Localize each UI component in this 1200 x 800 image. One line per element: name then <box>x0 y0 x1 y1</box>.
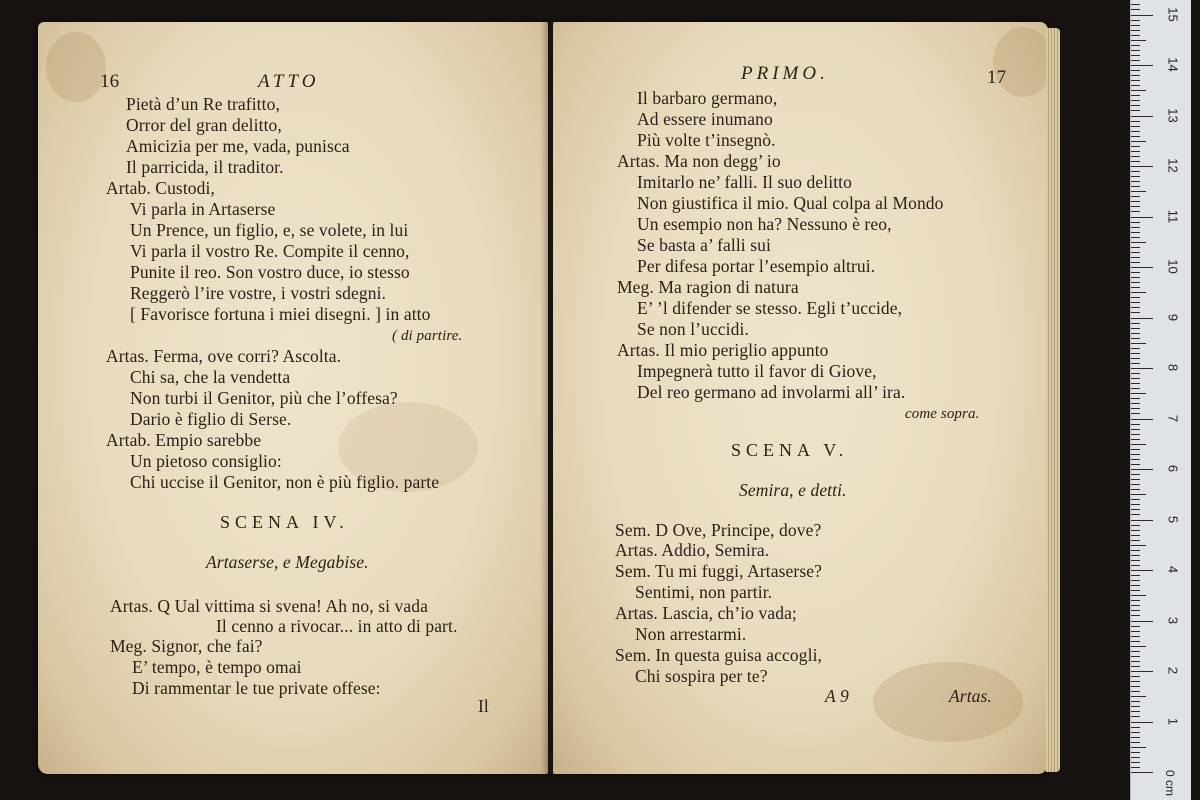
ruler-tick <box>1131 621 1153 622</box>
speech-line: Sem. D Ove, Principe, dove? <box>615 520 822 540</box>
ruler-number: 6 <box>1165 464 1181 473</box>
ruler-number: 1 <box>1165 717 1181 725</box>
text-line: Non turbi il Genitor, più che l’offesa? <box>130 388 398 408</box>
ruler-tick <box>1131 333 1140 334</box>
ruler-tick <box>1131 222 1140 223</box>
ruler-number: 4 <box>1165 565 1181 574</box>
text-line: Ad essere inumano <box>637 109 773 129</box>
ruler-number: 12 <box>1165 158 1181 173</box>
speech-line: Artas. Il mio periglio appunto <box>617 340 829 360</box>
ruler-tick <box>1131 636 1140 637</box>
ruler-number: 5 <box>1165 515 1181 523</box>
ruler-tick <box>1131 398 1140 399</box>
ruler-tick <box>1131 434 1140 435</box>
ruler-tick <box>1131 540 1140 541</box>
page-number: 16 <box>100 71 120 92</box>
ruler-tick <box>1131 156 1140 157</box>
ruler-tick <box>1131 55 1140 56</box>
ruler-tick <box>1131 651 1140 652</box>
ruler-tick <box>1131 267 1153 268</box>
text-line: Vi parla in Artaserse <box>130 199 276 219</box>
speech-line: Artas. Lascia, ch’io vada; <box>615 603 797 623</box>
ruler-tick <box>1131 272 1140 273</box>
ruler-tick <box>1131 530 1140 531</box>
text-line: Un Prence, un figlio, e, se volete, in lui <box>130 220 409 240</box>
text-line: Non giustifica il mio. Qual colpa al Mondo <box>637 193 944 213</box>
speech-line: Artas. Addio, Semira. <box>615 540 770 560</box>
ruler-tick <box>1131 762 1140 763</box>
ruler-tick <box>1131 590 1140 591</box>
ruler-tick <box>1131 136 1140 137</box>
ruler-tick <box>1131 550 1140 551</box>
scene-title: SCENA IV. <box>220 512 349 532</box>
ruler-tick <box>1131 262 1140 263</box>
ruler-tick <box>1131 429 1140 430</box>
ruler-tick <box>1131 610 1140 611</box>
ruler-tick <box>1131 338 1140 339</box>
text-line: Pietà d’un Re trafitto, <box>126 94 280 114</box>
ruler-number: 7 <box>1165 414 1181 422</box>
ruler-unit: 0 cm <box>1163 769 1178 797</box>
ruler-tick <box>1131 747 1146 748</box>
scene-title: SCENA V. <box>731 440 849 460</box>
text-line: Un pietoso consiglio: <box>130 451 282 471</box>
ruler-tick <box>1131 105 1140 106</box>
ruler-tick <box>1131 9 1140 10</box>
text-line: Non arrestarmi. <box>635 624 747 644</box>
ruler-tick <box>1131 737 1140 738</box>
ruler-tick <box>1131 126 1140 127</box>
ruler-tick <box>1131 181 1140 182</box>
ruler-tick <box>1131 388 1140 389</box>
ruler-tick <box>1131 600 1140 601</box>
text-line: Per difesa portar l’esempio altrui. <box>637 256 876 276</box>
text-line: Un esempio non ha? Nessuno è reo, <box>637 214 892 234</box>
page-number: 17 <box>987 67 1007 88</box>
text-line: [ Favorisce fortuna i miei disegni. ] in atto <box>130 304 431 324</box>
ruler-tick <box>1131 227 1140 228</box>
ruler-tick <box>1131 641 1140 642</box>
ruler-tick <box>1131 525 1140 526</box>
ruler-tick <box>1131 116 1153 117</box>
ruler-tick <box>1131 646 1146 647</box>
speech-line: Artab. Custodi, <box>106 178 215 198</box>
ruler-tick <box>1131 696 1146 697</box>
ruler-tick <box>1131 439 1140 440</box>
ruler-number: 8 <box>1165 363 1181 372</box>
text-line: E’ ’l difender se stesso. Egli t’uccide, <box>637 298 903 318</box>
ruler-tick <box>1131 403 1140 404</box>
ruler-tick <box>1131 353 1140 354</box>
ruler-tick <box>1131 247 1140 248</box>
ruler-tick <box>1131 70 1140 71</box>
ruler-tick <box>1131 292 1146 293</box>
ruler-tick <box>1131 555 1140 556</box>
ruler-tick <box>1131 585 1140 586</box>
ruler-tick <box>1131 378 1140 379</box>
text-line: Il barbaro germano, <box>637 88 778 108</box>
stage-direction: ( di partire. <box>392 328 463 344</box>
stage-direction: come sopra. <box>905 406 980 422</box>
ruler-tick <box>1131 252 1140 253</box>
running-head: ATTO <box>258 71 320 92</box>
ruler-tick <box>1131 166 1153 167</box>
ruler-number: 10 <box>1165 259 1181 274</box>
text-line: Orror del gran delitto, <box>126 115 282 135</box>
ruler-tick <box>1131 85 1140 86</box>
speech-line: Artab. Empio sarebbe <box>106 430 262 450</box>
right-page <box>553 22 1048 774</box>
ruler-tick <box>1131 631 1140 632</box>
catchword: Il <box>478 696 489 716</box>
text-line: Reggerò l’ire vostre, i vostri sdegni. <box>130 283 387 303</box>
speech-line: Meg. Ma ragion di natura <box>617 277 799 297</box>
ruler-number: 2 <box>1165 666 1181 675</box>
ruler-tick <box>1131 201 1140 202</box>
speech-line: Artas. Ferma, ove corri? Ascolta. <box>106 346 342 366</box>
text-line: Chi sa, che la vendetta <box>130 367 291 387</box>
ruler-tick <box>1131 701 1140 702</box>
ruler-tick <box>1131 499 1140 500</box>
signature-mark: A 9 <box>825 686 849 706</box>
ruler-tick <box>1131 742 1140 743</box>
ruler-number: 13 <box>1165 107 1181 123</box>
left-page <box>38 22 548 774</box>
ruler-tick <box>1131 343 1146 344</box>
ruler-tick <box>1131 535 1140 536</box>
scene-characters: Semira, e detti. <box>739 480 847 500</box>
ruler-number: 3 <box>1165 616 1181 624</box>
ruler-number: 14 <box>1165 57 1181 72</box>
ruler-tick <box>1131 489 1140 490</box>
ruler-tick <box>1131 424 1140 425</box>
text-line: Impegnerà tutto il favor di Giove, <box>637 361 877 381</box>
ruler-tick <box>1131 242 1146 243</box>
text-line: Vi parla il vostro Re. Compite il cenno, <box>130 241 410 261</box>
ruler-tick <box>1131 25 1140 26</box>
ruler-tick <box>1131 80 1140 81</box>
ruler-tick <box>1131 732 1140 733</box>
ruler-tick <box>1131 100 1140 101</box>
ruler-tick <box>1131 580 1140 581</box>
ruler-tick <box>1131 110 1140 111</box>
ruler-tick <box>1131 348 1140 349</box>
ruler-tick <box>1131 206 1140 207</box>
ruler-tick <box>1131 307 1140 308</box>
ruler-tick <box>1131 65 1153 66</box>
ruler-tick <box>1131 509 1140 510</box>
ruler-tick <box>1131 520 1153 521</box>
text-line: Se non l’uccidi. <box>637 319 749 339</box>
ruler-tick <box>1131 711 1140 712</box>
ruler-tick <box>1131 373 1140 374</box>
ruler-tick <box>1131 40 1146 41</box>
ruler-tick <box>1131 146 1140 147</box>
ruler-tick <box>1131 626 1140 627</box>
text-line: Imitarlo ne’ falli. Il suo delitto <box>637 172 852 192</box>
ruler-tick <box>1131 595 1146 596</box>
ruler-tick <box>1131 95 1140 96</box>
stain <box>46 32 106 102</box>
ruler-tick <box>1131 30 1140 31</box>
ruler-tick <box>1131 661 1140 662</box>
ruler-tick <box>1131 4 1140 5</box>
text-line: Del reo germano ad involarmi all’ ira. <box>637 382 906 402</box>
speech-line: Artas. Ma non degg’ io <box>617 151 781 171</box>
ruler-tick <box>1131 469 1153 470</box>
text-line: Chi sospira per te? <box>635 666 768 686</box>
catchword: Artas. <box>949 686 992 706</box>
ruler-tick <box>1131 161 1140 162</box>
ruler-tick <box>1131 368 1153 369</box>
ruler-tick <box>1131 35 1140 36</box>
ruler-tick <box>1131 459 1140 460</box>
page-edges <box>1046 28 1060 772</box>
ruler-tick <box>1131 484 1140 485</box>
ruler-number: 15 <box>1165 6 1181 22</box>
ruler-tick <box>1131 75 1140 76</box>
ruler-tick <box>1131 656 1140 657</box>
ruler-tick <box>1131 454 1140 455</box>
ruler-tick <box>1131 323 1140 324</box>
ruler-tick <box>1131 444 1146 445</box>
ruler-tick <box>1131 716 1140 717</box>
ruler-tick <box>1131 671 1153 672</box>
text-line: Se basta a’ falli sui <box>637 235 771 255</box>
ruler-tick <box>1131 575 1140 576</box>
ruler-tick <box>1131 186 1140 187</box>
ruler-tick <box>1131 15 1153 16</box>
ruler-tick <box>1131 176 1140 177</box>
text-line: Più volte t’insegnò. <box>637 130 776 150</box>
ruler-tick <box>1131 504 1140 505</box>
ruler-tick <box>1131 545 1146 546</box>
ruler-tick <box>1131 494 1146 495</box>
ruler-tick <box>1131 141 1146 142</box>
text-line: Di rammentar le tue private offese: <box>132 678 381 698</box>
ruler-tick <box>1131 60 1140 61</box>
speech-line: Meg. Signor, che fai? <box>110 636 263 656</box>
ruler-tick <box>1131 257 1140 258</box>
ruler-tick <box>1131 282 1140 283</box>
ruler-tick <box>1131 237 1140 238</box>
ruler-tick <box>1131 722 1153 723</box>
running-head: PRIMO. <box>741 63 829 84</box>
ruler-tick <box>1131 691 1140 692</box>
ruler-tick <box>1131 474 1140 475</box>
speech-line: Artas. Q Ual vittima si svena! Ah no, si vada <box>110 596 428 616</box>
ruler-tick <box>1131 686 1140 687</box>
ruler-tick <box>1131 287 1140 288</box>
ruler-tick <box>1131 277 1140 278</box>
text-line: Sentimi, non partir. <box>635 582 773 602</box>
ruler-tick <box>1131 479 1140 480</box>
ruler-tick <box>1131 706 1140 707</box>
ruler-tick <box>1131 45 1140 46</box>
ruler-tick <box>1131 171 1140 172</box>
ruler-number: 11 <box>1165 209 1181 223</box>
ruler-tick <box>1131 90 1146 91</box>
ruler-tick <box>1131 383 1140 384</box>
text-line: Amicizia per me, vada, punisca <box>126 136 350 156</box>
ruler-tick <box>1131 752 1140 753</box>
ruler-tick <box>1131 363 1140 364</box>
ruler-tick <box>1131 464 1140 465</box>
ruler-tick <box>1131 615 1140 616</box>
ruler-tick <box>1131 413 1140 414</box>
scene-characters: Artaserse, e Megabise. <box>206 552 369 572</box>
ruler-tick <box>1131 767 1140 768</box>
stain <box>873 662 1023 742</box>
text-line: Punite il reo. Son vostro duce, io stesso <box>130 262 410 282</box>
ruler-tick <box>1131 302 1140 303</box>
measurement-ruler <box>1130 0 1191 800</box>
ruler-tick <box>1131 393 1146 394</box>
ruler-tick <box>1131 232 1140 233</box>
ruler-number: 9 <box>1165 313 1181 321</box>
text-line: Chi uccise il Genitor, non è più figlio. parte <box>130 472 440 492</box>
ruler-tick <box>1131 666 1140 667</box>
ruler-tick <box>1131 50 1140 51</box>
ruler-tick <box>1131 318 1153 319</box>
ruler-tick <box>1131 121 1140 122</box>
ruler-tick <box>1131 196 1140 197</box>
ruler-tick <box>1131 20 1140 21</box>
ruler-tick <box>1131 605 1140 606</box>
ruler-tick <box>1131 419 1153 420</box>
ruler-tick <box>1131 757 1140 758</box>
speech-line: Sem. Tu mi fuggi, Artaserse? <box>615 561 822 581</box>
ruler-tick <box>1131 681 1140 682</box>
ruler-tick <box>1131 151 1140 152</box>
ruler-tick <box>1131 328 1140 329</box>
ruler-tick <box>1131 676 1140 677</box>
speech-line: Sem. In questa guisa accogli, <box>615 645 823 665</box>
ruler-tick <box>1131 358 1140 359</box>
ruler-tick <box>1131 312 1140 313</box>
ruler-tick <box>1131 449 1140 450</box>
text-line: Il cenno a rivocar... in atto di part. <box>216 616 458 636</box>
ruler-tick <box>1131 211 1140 212</box>
ruler-tick <box>1131 560 1140 561</box>
ruler-tick <box>1131 772 1153 773</box>
text-line: Il parricida, il traditor. <box>126 157 284 177</box>
text-line: E’ tempo, è tempo omai <box>132 657 302 677</box>
ruler-tick <box>1131 191 1146 192</box>
ruler-tick <box>1131 727 1140 728</box>
ruler-tick <box>1131 514 1140 515</box>
ruler-tick <box>1131 297 1140 298</box>
text-line: Dario è figlio di Serse. <box>130 409 292 429</box>
ruler-tick <box>1131 131 1140 132</box>
ruler-tick <box>1131 408 1140 409</box>
ruler-tick <box>1131 570 1153 571</box>
ruler-tick <box>1131 565 1140 566</box>
ruler-tick <box>1131 217 1153 218</box>
